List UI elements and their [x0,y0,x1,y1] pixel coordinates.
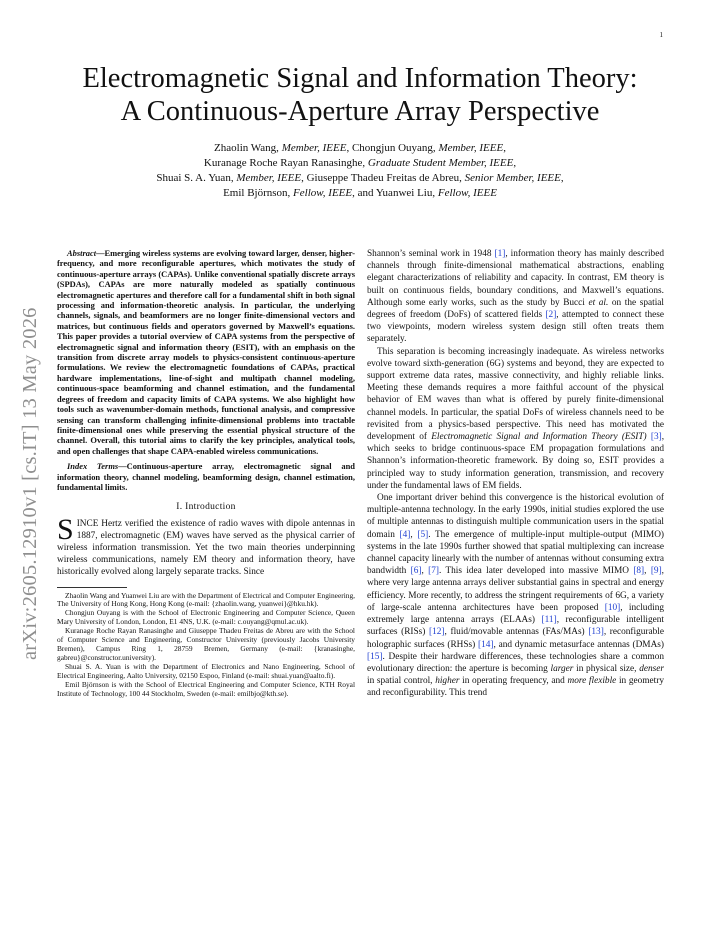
body-text: , [644,566,651,577]
citation-link[interactable]: [9] [650,566,662,577]
author-line-2: Kuranage Roche Rayan Ranasinghe, Graduate Student Member, IEEE, [203,157,517,169]
citation-link[interactable]: [15] [367,651,383,662]
citation-link[interactable]: [13] [588,627,604,638]
footnote: Emil Björnson is with the School of Electrical Engineering and Computer Science, KTH Royal Institute of Technology, 100 44 Stockholm, Sweden (e-mail: emilbjo@kth.se). [57,679,355,698]
footnote: Kuranage Roche Rayan Ranasinghe and Giuseppe Thadeu Freitas de Abreu are with the School of Computer Science and Engineering, Constructor University (previously Jacobs University Bremen), Campus Ring 1, 28759 Bremen, Germany (e-mail: {kranasinghe, gabreu}@constructor.university). [57,626,355,662]
citation-link[interactable]: [3] [650,432,662,443]
body-text: , attempted to connect these two viewpoints, modern wireless system design still often treats them separately. [367,310,664,345]
index-terms-text: —Continuous-aperture array, electromagnetic signal and information theory, channel modeling, beamforming design, channel estimation, fundamental limits. [57,461,355,492]
citation-link[interactable]: [5] [417,529,429,540]
citation-link[interactable]: [1] [494,249,506,259]
body-paragraph [367,492,664,699]
body-text: , information theory has mainly described channels through finite-dimensional mathematical abstractions, enabling elegant characterizations of reliability and capacity. In contrast, EM theory is built on continuous fields, boundary conditions, and Maxwell’s equations. Although some early works, such as the study by Bucci [367,249,664,308]
footnote: Zhaolin Wang and Yuanwei Liu are with the Department of Electrical and Computer Engineering, The University of Hong Kong, Hong Kong (e-mail: {zhaolin.wang, yuanwei}@hku.hk). [57,590,355,609]
citation-link[interactable]: [14] [478,639,494,650]
footnote: Shuai S. A. Yuan is with the Department of Electronics and Nano Engineering, School of Electrical Engineering, Aalto University, 02150 Espoo, Finland (e-mail: shuai.yuan@aalto.fi). [57,661,355,680]
emphasis: Electromagnetic Signal and Information Theory (ESIT) [431,432,647,443]
page-number: 1 [659,31,663,39]
body-text: in geometry and reconfigurability. This trend [367,676,664,699]
intro-paragraph [57,512,355,579]
body-text: This separation is becoming increasingly inadequate. As wireless networks evolve toward sixth-generation (6G) systems and beyond, they are expected to support extreme data rates, massive connectivity, and highly reliable links. Meeting these demands requires a more faithful account of the physical behavior of EM waves than what is offered by purely finite-dimensional channel models. In particular, the spatial DoFs of wireless channels need to be revisited from a physics-based perspective. This need has motivated the development of [367,346,664,443]
right-column [367,248,664,700]
body-text: , [410,529,418,540]
citation-link[interactable]: [4] [399,529,411,540]
citation-link[interactable]: [12] [429,627,445,638]
title-line-1: Electromagnetic Signal and Information Theory: [82,63,638,94]
citation-link[interactable]: [7] [428,566,439,577]
footnote: Chongjun Ouyang is with the School of Electronic Engineering and Computer Science, Queen Mary University of London, London, E1 4NS, U.K. (e-mail: c.ouyang@qmul.ac.uk). [57,608,355,627]
body-paragraph [367,346,664,492]
emphasis: higher [435,676,460,687]
paper-title [60,62,660,128]
citation-link[interactable]: [10] [604,602,621,613]
body-text: , reconfigurable holographic surfaces (RHSs) [367,627,664,650]
body-text: . This idea later developed into massive MIMO [438,566,634,577]
author-grade: Fellow, IEEE [437,187,497,199]
author-grade: Senior Member, IEEE [464,172,561,184]
author-line-1: Zhaolin Wang, Member, IEEE, Chongjun Ouyang, Member, IEEE, [214,142,506,154]
body-text: , and dynamic metasurface antennas (DMAs) [493,639,664,650]
index-terms [57,461,355,492]
drop-cap: S [57,512,74,546]
footnote-rule [57,587,127,588]
emphasis: larger [550,663,574,674]
body-text: on the spatial degrees of freedom (DoFs) of scattered fields [367,297,664,321]
body-text: in physical size, [573,663,640,674]
author-text: Kuranage Roche Rayan Ranasinghe, [203,157,368,169]
citation-link[interactable]: [6] [410,566,422,577]
author-text: , Chongjun Ouyang, [346,142,439,154]
author-text: Shuai S. A. Yuan, [156,172,237,184]
body-text: , reconfigurable intelligent surfaces (RISs) [367,615,664,638]
body-text: , which seeks to bridge continuous-space EM propagation formulations and Shannon’s information-theoretic framework. By doing so, ESIT provides a principled way to study information generation, transmission, and recovery under the fundamental laws of EM fields. [367,432,665,491]
body-text: , fluid/movable antennas (FAs/MAs) [444,627,589,638]
emphasis: denser [639,663,664,674]
body-text: , including extremely large antenna arrays (ELAAs) [367,602,664,626]
section-heading: I. Introduction [176,502,236,513]
author-line-3: Shuai S. A. Yuan, Member, IEEE, Giuseppe Thadeu Freitas de Abreu, Senior Member, IEEE, [156,172,564,184]
author-grade: Fellow, IEEE [293,187,353,199]
title-line-2: A Continuous-Aperture Array Perspective [120,96,600,127]
abstract-text: —Emerging wireless systems are evolving toward larger, denser, higher-frequency, and more reconfigurable apertures, which motivates the study of continuous-aperture arrays (CAPAs). Unlike conventional spatially discrete arrays (SPDAs), CAPAs are more naturally modeled as spatially continuous electromagnetic apertures and therefore call for a fundamental shift in both signal processing and information-theoretic analysis. In particular, the underlying channels, signals, and beamformers are no longer finite-dimensional vectors and matrices, but continuous fields and operators governed by Maxwell’s equations. This paper provides a tutorial overview of CAPA systems from the perspective of electromagnetic signal and information theory (ESIT), with an emphasis on the transition from discrete array models to physics-consistent continuous-aperture formulations. We review the electromagnetic foundations of CAPAs, practical hardware implementations, line-of-sight and multipath channel modeling, continuous-space beamforming and channel estimation, and the fundamental degrees of freedom and capacity limits of CAPA systems. We also highlight how tools such as wavenumber-domain methods, functional analysis, and compressive sensing can transform challenging infinite-dimensional problems into tractable finite-dimensional ones while preserving the essential physical structure of the channel. Overall, this tutorial aims to clarify the key principles, analytical tools, and open challenges that shape CAPA-enabled wireless communications. [57,248,355,456]
body-text: in spatial control, [367,676,436,687]
arxiv-stamp: arXiv:2605.12910v1 [cs.IT] 13 May 2026 [19,307,41,660]
body-text: , [421,566,429,577]
citation-link[interactable]: [2] [545,310,557,321]
author-grade: Member, IEEE [236,172,302,184]
body-text: , where very large antenna arrays deliver substantial gains in spectral and energy efficiency. More recently, to address the stringent requirements of 6G, a variety of large-scale antenna architectures have been proposed [367,566,664,613]
left-column [57,248,355,698]
intro-text: INCE Hertz verified the existence of radio waves with dipole antennas in 1887, electromagnetic (EM) waves have served as the physical carrier of wireless information transmission. Yet the two main theories underpinning wireless communications, namely EM theory and information theory, have historically evolved along largely separate tracks. Since [57,518,355,578]
author-text: , Giuseppe Thadeu Freitas de Abreu, [301,172,465,184]
author-grade: Member, IEEE [438,142,504,154]
author-text: Emil Björnson, [223,187,294,199]
author-text: Zhaolin Wang, [214,142,282,154]
index-terms-label: Index Terms [67,461,119,472]
author-line-4 [80,186,640,201]
author-text: , and Yuanwei Liu, [352,187,438,199]
body-text: Shannon’s seminal work in 1948 [367,249,495,259]
body-text: in operating frequency, and [459,676,568,687]
author-grade: Member, IEEE [281,142,347,154]
citation-link[interactable]: [8] [633,566,645,577]
abstract-label: Abstract [67,248,97,258]
body-text: One important driver behind this convergence is the historical evolution of multiple-antenna technology. In the early 1990s, initial studies explored the use of multiple antennas to distinguish multiple communication users in the spatial domain [367,493,664,540]
emphasis: et al. [588,297,609,308]
body-text: . The emergence of multiple-input multiple-output (MIMO) systems in the late 1990s further showed that spatial multiplexing can increase channel capacity linearly with the number of antennas without consuming extra bandwidth [367,529,664,577]
abstract [57,248,355,456]
body-text: . Despite their hardware differences, these technologies share a common evolutionary direction: the aperture is becoming [367,651,664,674]
author-list [80,141,640,201]
body-paragraph [367,248,664,346]
emphasis: more flexible [567,676,617,687]
citation-link[interactable]: [11] [541,615,557,626]
author-grade: Graduate Student Member, IEEE [367,157,514,169]
